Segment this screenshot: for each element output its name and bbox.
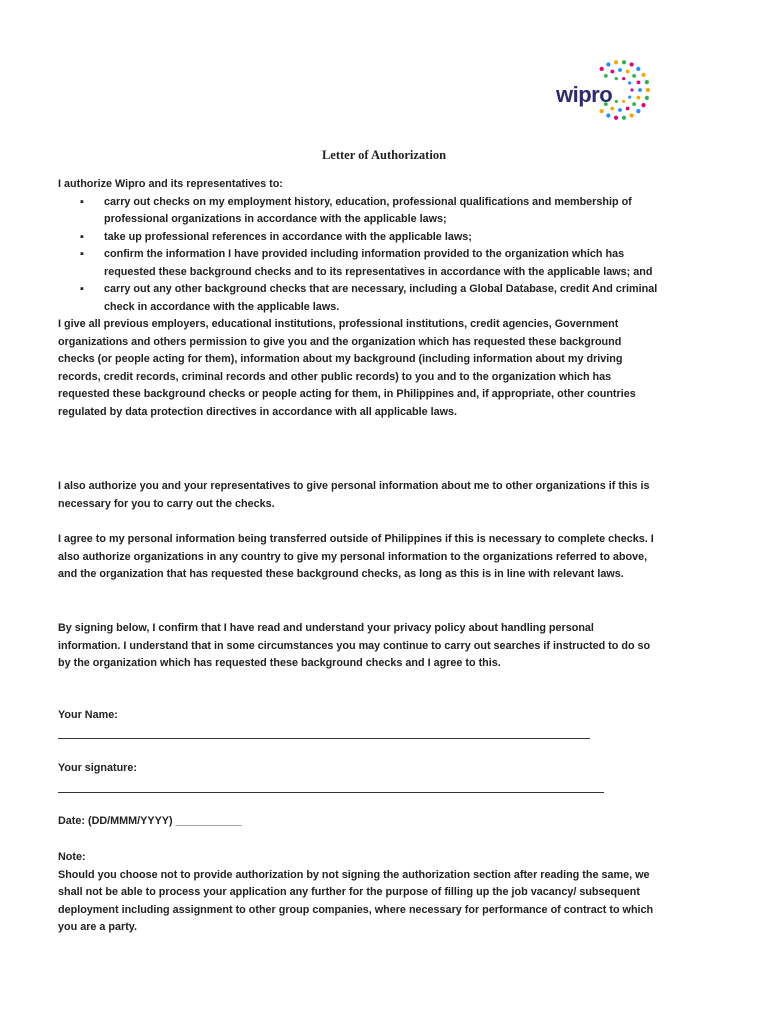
list-item: ▪ carry out any other background checks that are necessary, including a Global Database, credit And criminal check in accordance with the applicable laws. bbox=[80, 283, 658, 313]
name-field[interactable] bbox=[58, 738, 590, 739]
date-field[interactable]: Date: (DD/MMM/YYYY) ___________ bbox=[58, 815, 242, 827]
wipro-logo bbox=[550, 54, 660, 124]
bullet-icon: ▪ bbox=[80, 195, 84, 208]
note-section bbox=[58, 849, 658, 937]
signature-label: Your signature: bbox=[58, 762, 137, 774]
list-item: ▪ confirm the information I have provided including information provided to the organization which has requested these background checks and to its representatives in accordance with the applicable laws; and bbox=[80, 248, 653, 278]
note-heading: Note: bbox=[58, 851, 86, 863]
representatives-paragraph-block bbox=[58, 478, 658, 513]
transfer-paragraph: I agree to my personal information being transferred outside of Philippines if this is necessary to complete checks. I also authorize organizations in any country to give my personal information to the organizations referred to above, and the organization that has requested these background checks, as long as this is in line with relevant laws. bbox=[58, 533, 654, 580]
list-item: ▪ carry out checks on my employment history, education, professional qualifications and membership of professional organizations in accordance with the applicable laws; bbox=[80, 195, 632, 225]
signature-field[interactable] bbox=[58, 792, 604, 793]
intro-text: I authorize Wipro and its representatives to: bbox=[58, 178, 283, 190]
representatives-paragraph: I also authorize you and your representatives to give personal information about me to other organizations if this is necessary for you to carry out the checks. bbox=[58, 480, 650, 510]
consent-paragraph: I give all previous employers, educational institutions, professional institutions, credit agencies, Government organizations and others permission to give you and the organization which has requested these background checks (or people acting for them), information about my background (including information about my driving records, credit records, criminal records and other public records) to you and to the organization which has requested these background checks or people acting for them, in Philippines and, if appropriate, other countries regulated by data protection directives in accordance with all applicable laws. bbox=[58, 318, 636, 418]
intro-section bbox=[58, 176, 658, 421]
name-label: Your Name: bbox=[58, 709, 118, 721]
privacy-paragraph: By signing below, I confirm that I have read and understand your privacy policy about handling personal information. I understand that in some circumstances you may continue to carry out searches if instructed to do so by the organization which has requested these background checks and I agree to this. bbox=[58, 622, 651, 669]
bullet-icon: ▪ bbox=[80, 230, 84, 243]
privacy-paragraph-block bbox=[58, 620, 658, 673]
authorization-list bbox=[58, 194, 658, 317]
logo-text: wipro bbox=[556, 82, 613, 107]
page-title: Letter of Authorization bbox=[321, 148, 447, 162]
list-item: ▪ take up professional references in accordance with the applicable laws; bbox=[104, 229, 658, 247]
note-text: Should you choose not to provide authorization by not signing the authorization section after reading the same, we shall not be able to process your application any further for the purpose of filling up the job vacancy/ subsequent deployment including assignment to other group companies, where necessary for performance of contract to which you are a party. bbox=[58, 868, 654, 933]
bullet-icon: ▪ bbox=[80, 283, 84, 295]
bullet-icon: ▪ bbox=[80, 248, 84, 260]
transfer-paragraph-block bbox=[58, 531, 658, 584]
